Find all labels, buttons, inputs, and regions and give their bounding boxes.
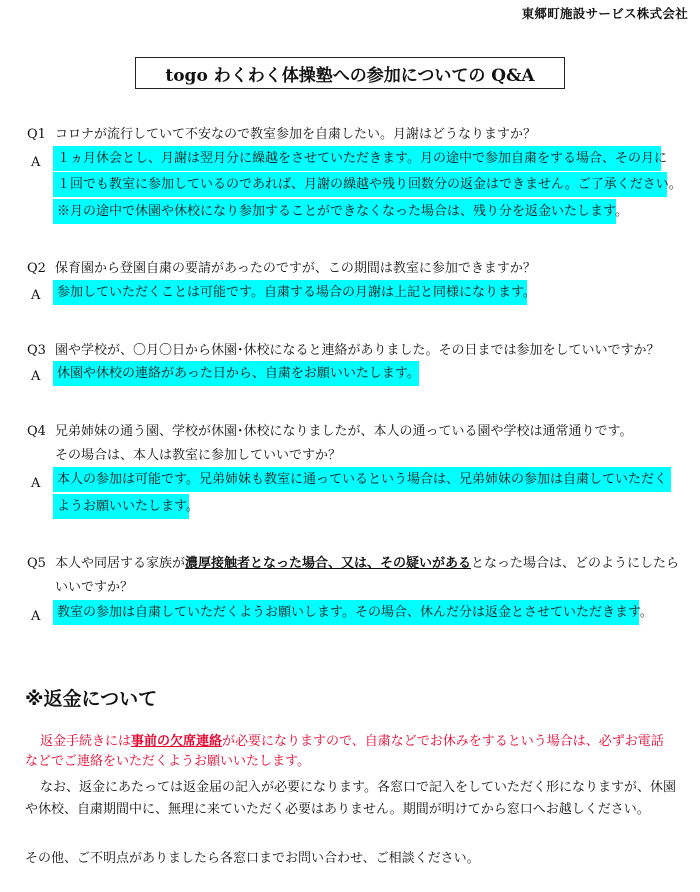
a1-answer-line3: ※月の途中で休園や休校になり参加することができなくなった場合は、残り分を返金いたします。	[53, 199, 616, 224]
refund-p1-part1: 返金手続きには	[40, 734, 132, 749]
a3-label: A	[31, 369, 41, 384]
refund-heading: ※返金について	[25, 688, 158, 710]
page-title: togo わくわく体操塾への参加についての Q&A	[135, 57, 565, 89]
a5-label: A	[31, 609, 41, 624]
company-name: 東郷町施設サービス株式会社	[521, 6, 688, 21]
q4-label: Q4	[27, 424, 46, 439]
q3-question: 園や学校が、〇月〇日から休園･休校になると連絡がありました。その日までは参加をしていいですか？	[55, 343, 660, 358]
refund-p1-part2: が必要になりますので、自粛などでお休みをするという場合は、必ずお電話	[222, 734, 664, 749]
a2-label: A	[31, 288, 41, 303]
q4-question-line2: その場合は、本人は教室に参加していいですか？	[55, 448, 342, 463]
q5-question-part2: となった場合は、どのようにしたら	[471, 556, 680, 571]
a1-answer-line2: １回でも教室に参加しているのであれば、月謝の繰越や残り回数分の返金はできません。ご了承ください。	[53, 172, 667, 197]
q2-question: 保育園から登園自粛の要請があったのですが、この期間は教室に参加できますか？	[55, 261, 536, 276]
a3-answer: 休園や休校の連絡があった日から、自粛をお願いいたします。	[53, 361, 419, 386]
q5-question-part1: 本人や同居する家族が	[55, 556, 186, 571]
q1-label: Q1	[27, 127, 46, 142]
refund-paragraph-1-line2: などでご連絡をいただくようお願いいたします。	[25, 754, 310, 769]
q2-label: Q2	[27, 261, 46, 276]
q5-question-line1	[55, 555, 679, 573]
a5-answer: 教室の参加は自粛していただくようお願いします。その場合、休んだ分は返金とさせていただきます。	[53, 600, 639, 625]
a4-label: A	[31, 476, 41, 491]
a1-label: A	[31, 155, 41, 170]
a1-answer-line1: １ヵ月休会とし、月謝は翌月分に繰越をさせていただきます。月の途中で参加自粛をする場合、その月に	[53, 146, 661, 171]
q5-question-line2: いいですか？	[55, 580, 134, 595]
q3-label: Q3	[27, 343, 46, 358]
refund-paragraph-1-line1	[40, 733, 664, 751]
contact-note: その他、ご不明点がありましたら各窓口までお問い合わせ、ご相談ください。	[25, 851, 480, 866]
refund-paragraph-2-line1: なお、返金にあたっては返金届の記入が必要になります。各窓口で記入をしていただく形になりますが、休園	[40, 780, 676, 795]
a2-answer: 参加していただくことは可能です。自粛する場合の月謝は上記と同様になります。	[53, 280, 527, 305]
refund-paragraph-2-line2: や休校、自粛期間中に、無理に来ていただく必要はありません。期間が明けてから窓口へお越しください。	[25, 802, 650, 817]
a4-answer-line2: ようお願いいたします。	[53, 494, 189, 519]
refund-p1-emphasis: 事前の欠席連絡	[131, 734, 223, 749]
q5-label: Q5	[27, 556, 46, 571]
q4-question-line1: 兄弟姉妹の通う園、学校が休園･休校になりましたが、本人の通っている園や学校は通常通りです。	[55, 424, 633, 439]
a4-answer-line1: 本人の参加は可能です。兄弟姉妹も教室に通っているという場合は、兄弟姉妹の参加は自粛していただく	[53, 467, 671, 492]
q5-question-emphasis: 濃厚接触者となった場合、又は、その疑いがある	[185, 556, 472, 571]
q1-question: コロナが流行していて不安なので教室参加を自粛したい。月謝はどうなりますか？	[55, 127, 537, 142]
